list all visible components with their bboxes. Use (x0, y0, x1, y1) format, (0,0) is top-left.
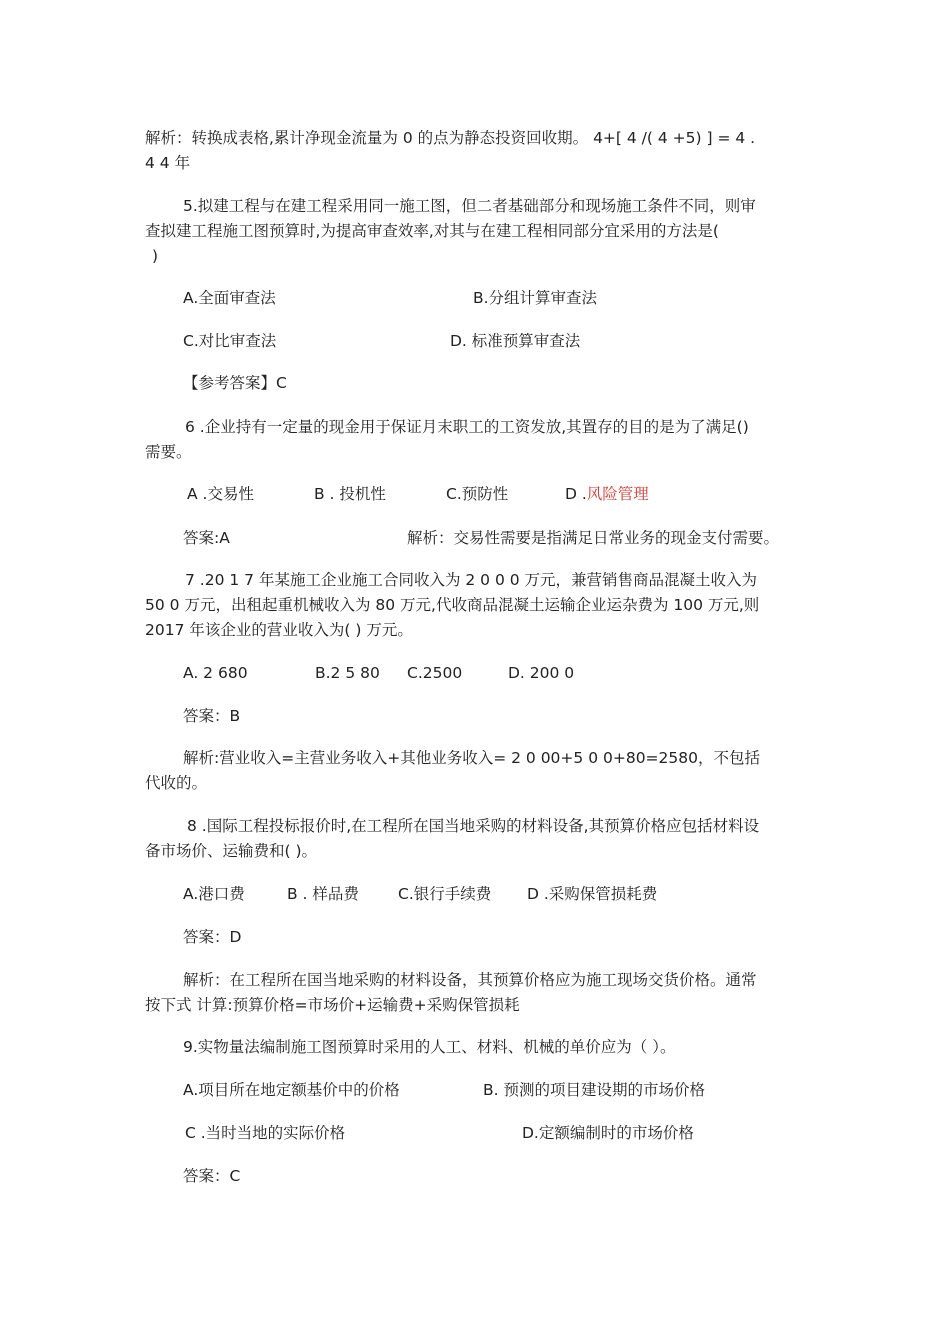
q5-question-line3: ) (152, 247, 159, 265)
q6-answer: 答案:A (183, 529, 230, 547)
q6-option-c: C.预防性 (446, 485, 509, 503)
q6-question-line1: 6 .企业持有一定量的现金用于保证月末职工的工资发放,其置存的目的是为了满足() (185, 418, 749, 436)
q9-answer: 答案：C (183, 1167, 241, 1185)
q9-option-a: A.项目所在地定额基价中的价格 (183, 1081, 400, 1099)
q7-analysis-line2: 代收的。 (145, 774, 208, 792)
q8-analysis-line2: 按下式 计算:预算价格=市场价+运输费+采购保管损耗 (145, 996, 520, 1014)
q7-analysis-line1: 解析:营业收入=主营业务收入+其他业务收入= 2 0 00+5 0 0+80=2580，不包括 (183, 749, 760, 767)
q8-analysis-line1: 解析：在工程所在国当地采购的材料设备，其预算价格应为施工现场交货价格。通常 (183, 971, 757, 989)
q5-question-line1: 5.拟建工程与在建工程采用同一施工图，但二者基础部分和现场施工条件不同，则审 (183, 197, 756, 215)
q8-answer: 答案：D (183, 928, 242, 946)
q7-question-line1: 7 .20 1 7 年某施工企业施工合同收入为 2 0 0 0 万元，兼营销售商品混凝土收入为 (185, 571, 758, 589)
q6-option-d-text: 风险管理 (586, 485, 649, 503)
q7-option-a: A. 2 680 (183, 664, 248, 682)
q6-question-line2: 需要。 (145, 443, 192, 461)
q4-analysis-line1: 解析：转换成表格,累计净现金流量为 0 的点为静态投资回收期。 4+[ 4 /( 4 +5) ] = 4 . (145, 129, 756, 147)
q9-question-line1: 9.实物量法编制施工图预算时采用的人工、材料、机械的单价应为（ ）。 (183, 1038, 676, 1056)
q9-option-c: C .当时当地的实际价格 (185, 1124, 346, 1142)
q7-option-d: D. 200 0 (508, 664, 575, 682)
q6-option-a: A .交易性 (187, 485, 254, 503)
q8-option-a: A.港口费 (183, 885, 245, 903)
q5-option-c: C.对比审查法 (183, 332, 277, 350)
q8-option-b: B . 样品费 (287, 885, 359, 903)
q5-option-d: D. 标准预算审查法 (450, 332, 581, 350)
q6-option-d-letter: D . (565, 485, 587, 503)
q7-option-c: C.2500 (407, 664, 463, 682)
q9-option-b: B. 预测的项目建设期的市场价格 (483, 1081, 705, 1099)
q5-option-b: B.分组计算审查法 (473, 289, 598, 307)
q5-question-line2: 查拟建工程施工图预算时,为提高审查效率,对其与在建工程相同部分宜采用的方法是( (145, 222, 719, 240)
q6-option-b: B . 投机性 (314, 485, 386, 503)
q8-question-line1: 8 .国际工程投标报价时,在工程所在国当地采购的材料设备,其预算价格应包括材料设 (187, 817, 760, 835)
q8-option-d: D .采购保管损耗费 (527, 885, 658, 903)
q6-analysis: 解析：交易性需要是指满足日常业务的现金支付需要。 (407, 529, 780, 547)
q7-option-b: B.2 5 80 (315, 664, 380, 682)
q6-option-d (565, 483, 649, 505)
q7-question-line2: 50 0 万元，出租起重机械收入为 80 万元,代收商品混凝土运输企业运杂费为 100 万元,则 (145, 596, 760, 614)
q9-option-d: D.定额编制时的市场价格 (522, 1124, 694, 1142)
q8-question-line2: 备市场价、运输费和( )。 (145, 842, 318, 860)
q4-analysis-line2: 4 4 年 (145, 154, 191, 172)
q8-option-c: C.银行手续费 (398, 885, 492, 903)
q5-answer: 【参考答案】C (183, 374, 287, 392)
q5-option-a: A.全面审查法 (183, 289, 276, 307)
q7-question-line3: 2017 年该企业的营业收入为( ) 万元。 (145, 621, 413, 639)
q7-answer: 答案：B (183, 707, 241, 725)
